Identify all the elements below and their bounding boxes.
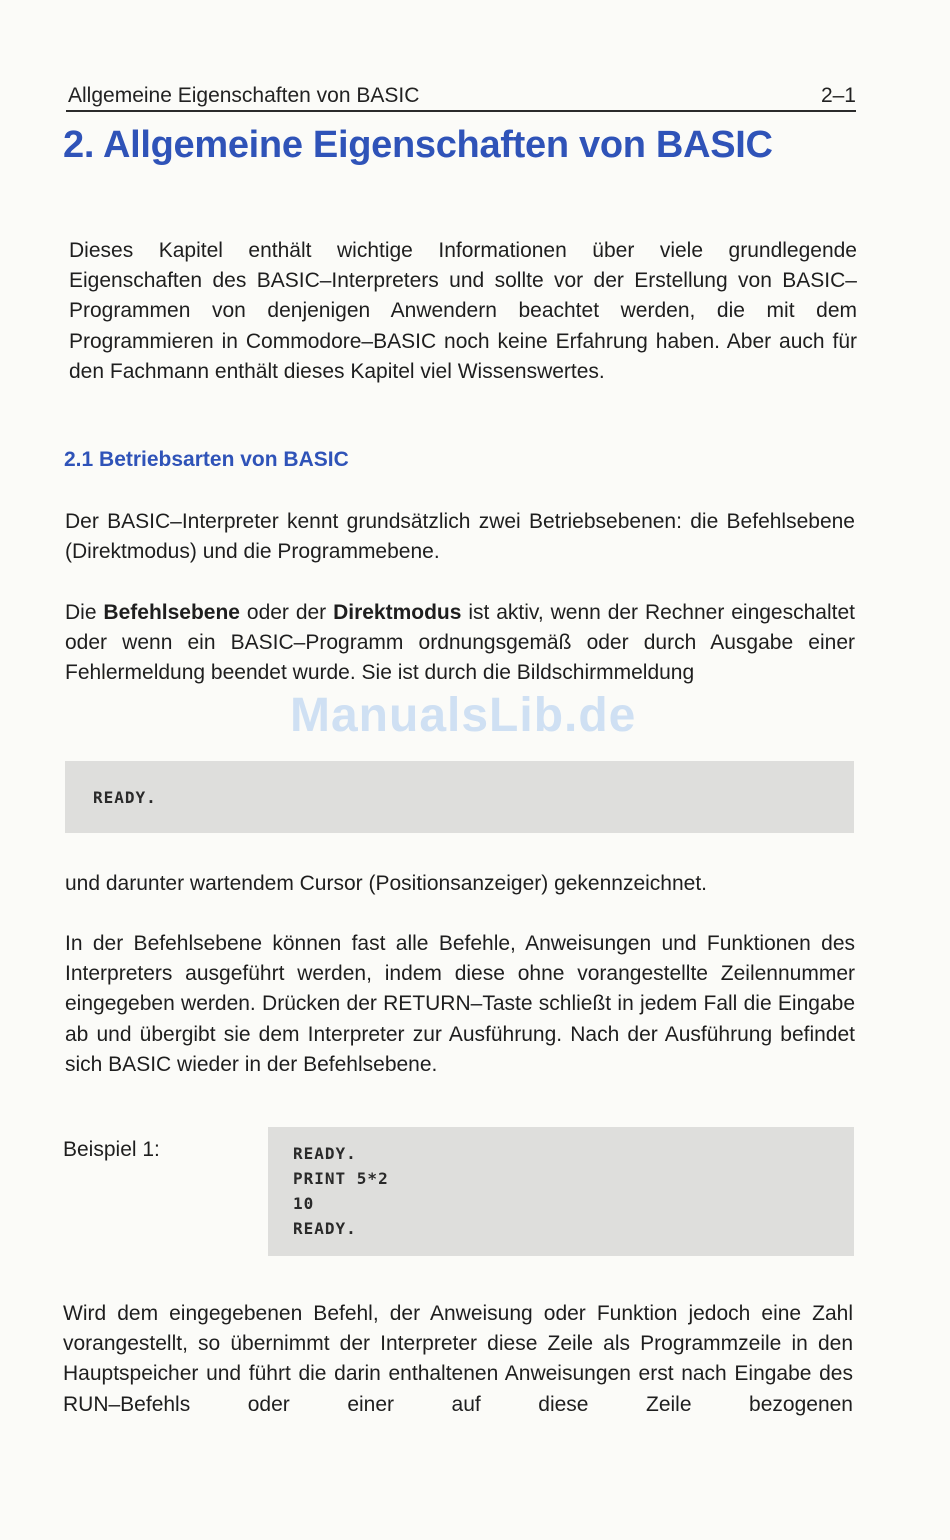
- direct-mode-paragraph: [65, 598, 855, 689]
- chapter-title: 2. Allgemeine Eigenschaften von BASIC: [63, 124, 773, 166]
- direct-mode-text-2: oder der: [239, 601, 334, 624]
- operating-levels-paragraph: Der BASIC–Interpreter kennt grundsätzlich zwei Betriebsebenen: die Befehlsebene (Direktmodus) und die Programmebene.: [65, 510, 855, 564]
- command-level-paragraph: In der Befehlsebene können fast alle Befehle, Anweisungen und Funktionen des Interpreters ausgeführt werden, indem diese ohne vorangestellte Zeilennummer eingegeben werden. Drücken der RETURN–Taste schließt in jedem Fall die Eingabe ab und übergibt sie dem Interpreter zur Ausführung. Nach der Ausführung befindet sich BASIC wieder in der Befehlsebene.: [65, 932, 855, 1076]
- example-code-lines: [293, 1141, 389, 1241]
- direct-mode-text-1: Die: [65, 601, 104, 624]
- page-number: 2–1: [820, 84, 856, 107]
- section-heading: 2.1 Betriebsarten von BASIC: [64, 448, 349, 471]
- running-header-title: Allgemeine Eigenschaften von BASIC: [68, 84, 420, 107]
- direct-mode-text-3: ist aktiv, wenn der Rechner eingeschaltet oder wenn ein BASIC–Programm ordnungsgemäß oder durch Ausgabe einer Fehlermeldung beendet wurde. Sie ist durch die Bildschirmmeldung: [65, 601, 855, 685]
- watermark: ManualsLib.de: [290, 689, 637, 742]
- header-divider: [66, 110, 856, 112]
- example-label: Beispiel 1:: [63, 1138, 160, 1161]
- term-befehlsebene: Befehlsebene: [103, 601, 240, 624]
- term-direktmodus: Direktmodus: [333, 601, 462, 624]
- code-line: 10: [293, 1194, 315, 1213]
- code-line: PRINT 5*2: [293, 1169, 389, 1188]
- program-line-paragraph: Wird dem eingegebenen Befehl, der Anweisung oder Funktion jedoch eine Zahl vorangestellt, so übernimmt der Interpreter diese Zeile als Programmzeile in den Hauptspeicher und führt die darin enthaltenen Anweisungen erst nach Eingabe des RUN–Befehls oder einer auf diese Zeile bezogenen: [63, 1302, 853, 1416]
- code-line: READY.: [93, 788, 157, 807]
- intro-paragraph: Dieses Kapitel enthält wichtige Informationen über viele grundlegende Eigenschaften des BASIC–Interpreters und sollte vor der Erstellung von BASIC–Programmen von denjenigen Anwendern beachtet werden, die mit dem Programmieren in Commodore–BASIC noch keine Erfahrung haben. Aber auch für den Fachmann enthält dieses Kapitel viel Wissenswertes.: [69, 239, 857, 383]
- example-code-box: [268, 1127, 854, 1256]
- code-line: READY.: [293, 1219, 357, 1238]
- running-header: [68, 78, 856, 108]
- cursor-paragraph: und darunter wartendem Cursor (Positionsanzeiger) gekennzeichnet.: [65, 872, 708, 895]
- code-line: READY.: [293, 1144, 357, 1163]
- ready-code-box: [65, 761, 854, 833]
